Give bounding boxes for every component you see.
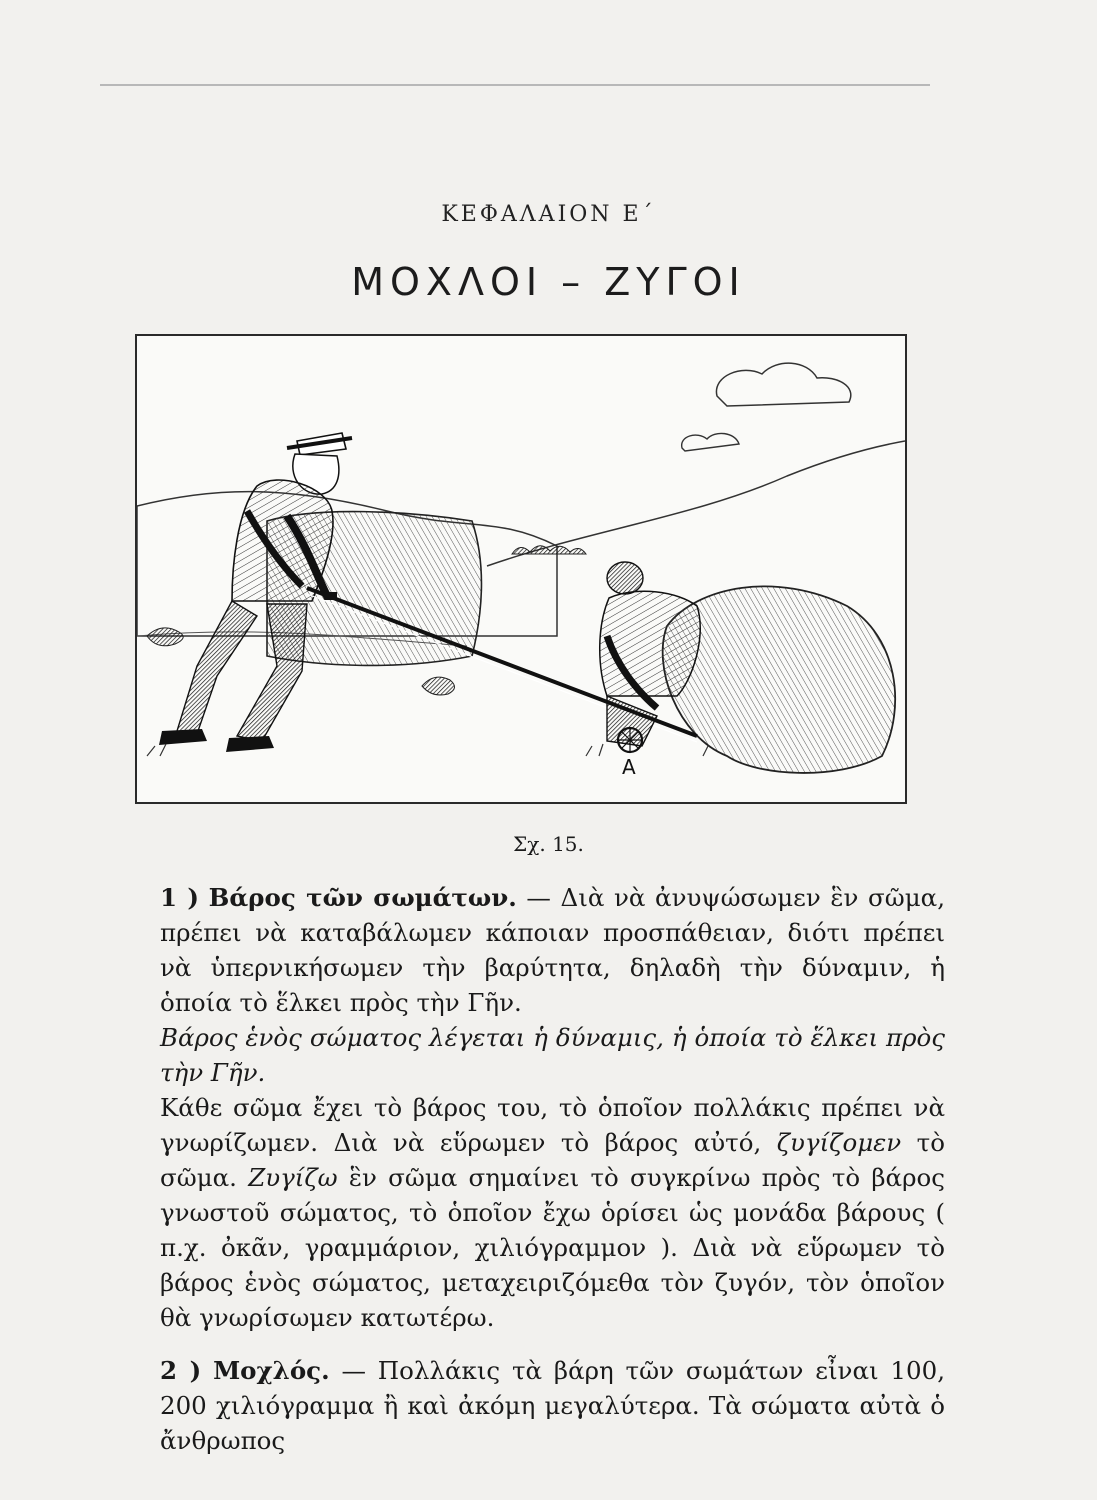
- cloud-small: [682, 433, 739, 451]
- figure-caption: Σχ. 15.: [513, 832, 584, 856]
- weighing-emph-a: ζυγίζομεν: [776, 1128, 902, 1157]
- weighing-paragraph: [160, 1090, 945, 1335]
- section-lever: [160, 1353, 945, 1458]
- chapter-label: ΚΕΦΑΛΑΙΟΝ Ε΄: [441, 202, 656, 227]
- stone-middle: [422, 677, 455, 695]
- weighing-text-c: ἓν σῶμα σημαίνει τὸ συγκρίνω πρὸς τὸ βάρος γνωστοῦ σώματος, τὸ ὁποῖον ἔχω ὁρίσει ὡς μονάδα βάρους ( π.χ. ὀκᾶν, γραμμάριον, χιλιόγραμμον ). Διὰ νὰ εὕρωμεν τὸ βάρος ἑνὸς σώματος, μεταχειριζόμεθα τὸν ζυγόν, τὸν ὁποῖον θὰ γνωρίσωμεν κατωτέρω.: [160, 1163, 945, 1332]
- section-text: — Διὰ νὰ ἀνυψώσωμεν ἓν σῶμα, πρέπει νὰ καταβάλωμεν κάποιαν προσπάθειαν, διότι πρέπει νὰ ὑπερνικήσωμεν τὴν βαρύτητα, δηλαδὴ τὴν δύναμιν, ἡ ὁποία τὸ ἕλκει πρὸς τὴν Γῆν.: [160, 883, 945, 1017]
- chapter-title: ΜΟΧΛΟΙ – ΖΥΓΟΙ: [351, 260, 746, 304]
- weighing-text-b: τὸ σῶμα.: [160, 1128, 945, 1192]
- body-text: [160, 880, 945, 1458]
- section-text: — Πολλάκις τὰ βάρη τῶν σωμάτων εἶναι 100, 200 χιλιόγραμμα ἢ καὶ ἀκόμη μεγαλύτερα. Τὰ σώματα αὐτὰ ὁ ἄνθρωπος: [160, 1356, 945, 1455]
- weighing-emph-b: Ζυγίζω: [248, 1163, 338, 1192]
- fulcrum-label: Α: [622, 755, 636, 779]
- cloud-large: [716, 363, 850, 406]
- bleed-through-running-head: [100, 44, 930, 86]
- lever-illustration: [135, 334, 907, 804]
- section-gap: [160, 1335, 945, 1353]
- weighing-text-a: Κάθε σῶμα ἔχει τὸ βάρος του, τὸ ὁποῖον πολλάκις πρέπει νὰ γνωρίζωμεν. Διὰ νὰ εὕρωμεν τὸ βάρος αὐτό,: [160, 1093, 945, 1157]
- section-number: 2 ): [160, 1356, 202, 1385]
- stone-small: [147, 628, 183, 646]
- hill-right: [487, 441, 905, 566]
- definition-text: Βάρος ἑνὸς σώματος λέγεται ἡ δύναμις, ἡ ὁποία τὸ ἕλκει πρὸς τὴν Γῆν.: [160, 1023, 945, 1087]
- lever-illustration-drawing: [137, 336, 905, 802]
- section-weight: [160, 880, 945, 1020]
- section-heading: Βάρος τῶν σωμάτων.: [208, 883, 517, 912]
- section-heading: Μοχλός.: [213, 1356, 330, 1385]
- weight-definition: [160, 1020, 945, 1090]
- bleed-through-text: [100, 118, 107, 143]
- section-number: 1 ): [160, 883, 199, 912]
